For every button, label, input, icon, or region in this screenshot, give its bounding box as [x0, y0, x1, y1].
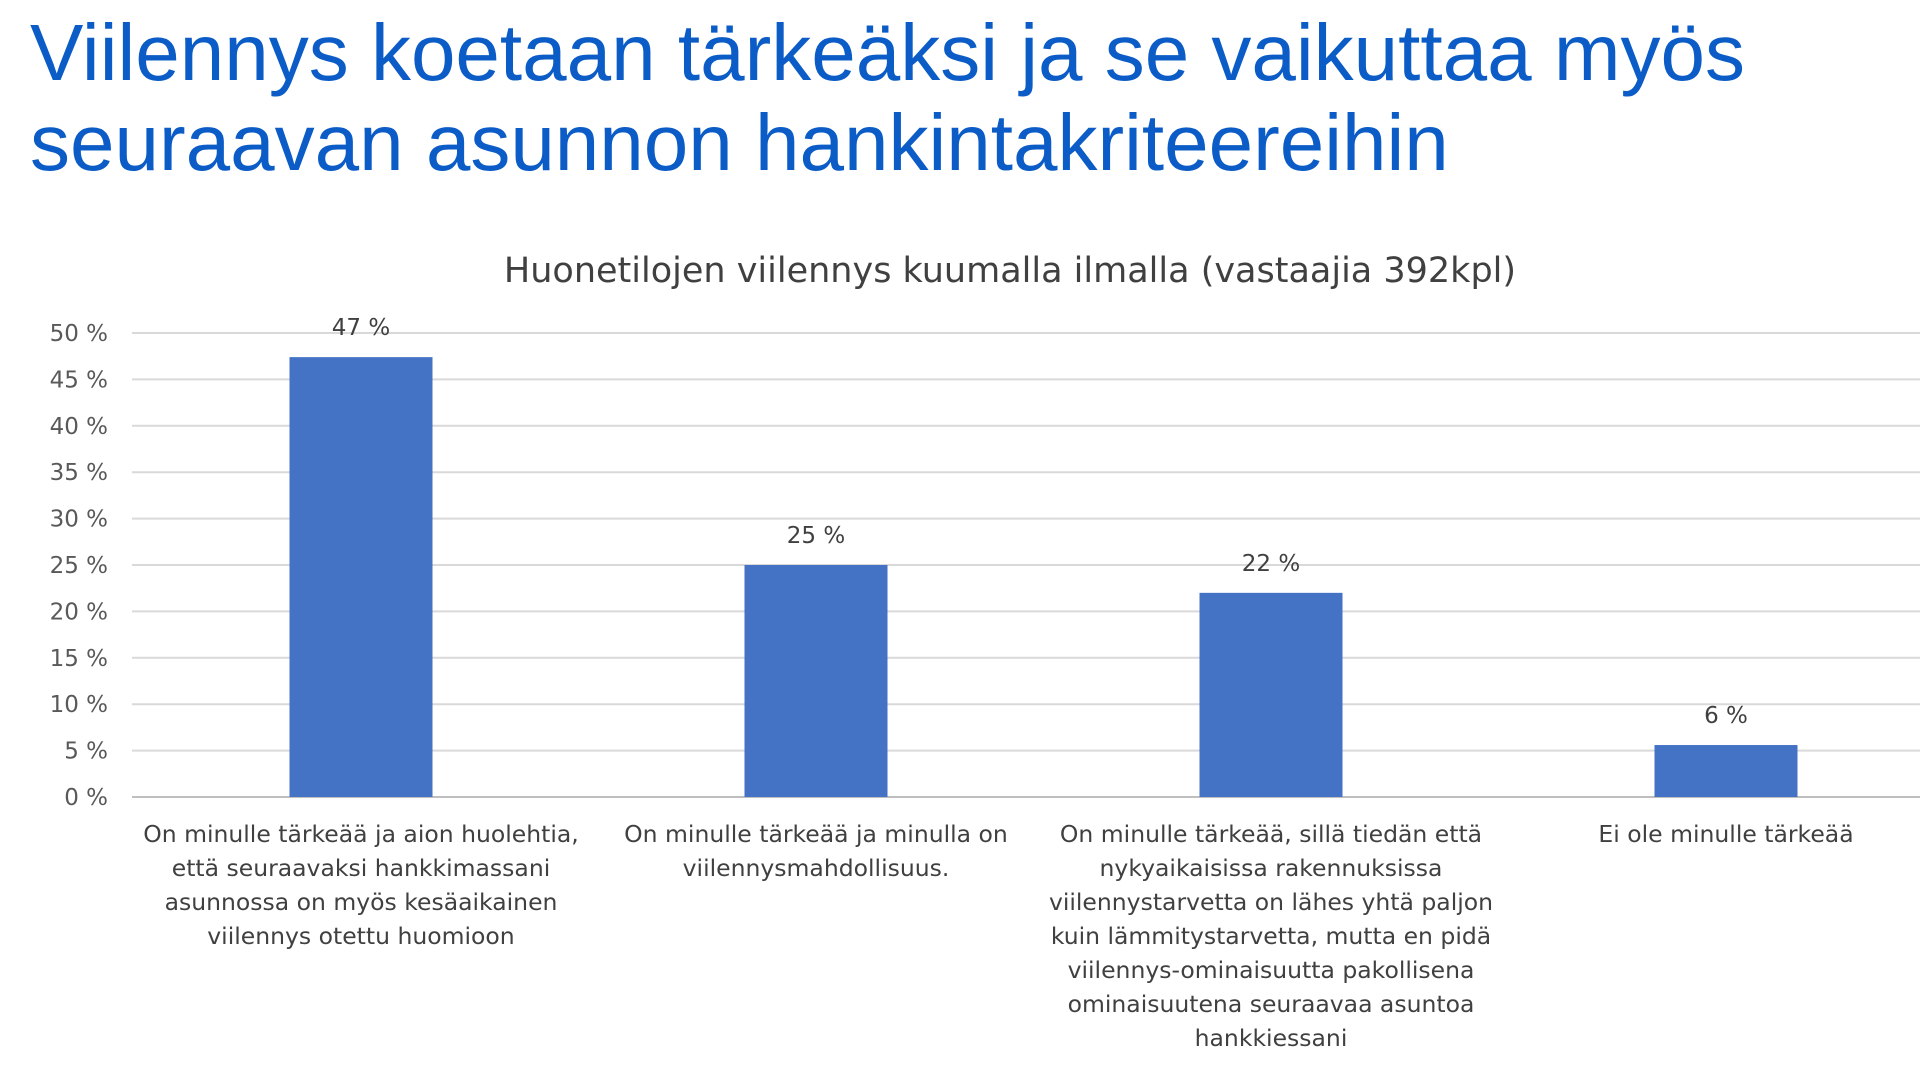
y-tick-label: 35 %	[49, 460, 108, 487]
y-tick-label: 5 %	[64, 738, 108, 765]
category-label-line: ominaisuutena seuraavaa asuntoa	[1067, 990, 1475, 1018]
bar	[1200, 593, 1343, 797]
data-label: 25 %	[786, 523, 846, 549]
category-label-line: viilennys-ominaisuutta pakollisena	[1067, 956, 1475, 984]
bar	[1655, 745, 1798, 797]
category-label-line: viilennysmahdollisuus.	[682, 854, 950, 882]
slide-title-line-1: Viilennys koetaan tärkeäksi ja se vaikuttaa myös	[30, 8, 1745, 97]
category-label	[624, 820, 1008, 882]
y-tick-label: 20 %	[49, 599, 108, 626]
y-tick-label: 45 %	[49, 367, 108, 394]
y-tick-label: 0 %	[64, 785, 108, 811]
y-tick-label: 10 %	[49, 692, 108, 719]
y-tick-label: 15 %	[49, 645, 108, 672]
category-label	[1049, 820, 1493, 1052]
data-label: 22 %	[1241, 550, 1301, 577]
category-label-line: viilennystarvetta on lähes yhtä paljon	[1048, 888, 1494, 916]
chart-title: Huonetilojen viilennys kuumalla ilmalla (vastaajia 392kpl)	[503, 251, 1517, 291]
category-label-line: On minulle tärkeää ja aion huolehtia,	[143, 820, 579, 848]
category-label-line: On minulle tärkeää, sillä tiedän että	[1059, 820, 1483, 848]
category-label-line: asunnossa on myös kesäaikainen	[164, 888, 558, 916]
y-tick-label: 50 %	[49, 321, 108, 347]
category-label-line: kuin lämmitystarvetta, mutta en pidä	[1050, 922, 1492, 950]
slide-title-line-2: seuraavan asunnon hankintakriteereihin	[30, 98, 1449, 187]
category-label-line: hankkiessani	[1194, 1024, 1348, 1052]
category-label-line: On minulle tärkeää ja minulla on	[624, 820, 1008, 848]
y-axis	[50, 321, 108, 811]
data-label: 47 %	[331, 315, 391, 342]
y-tick-label: 30 %	[49, 506, 108, 533]
category-label-line: viilennys otettu huomioon	[207, 922, 515, 950]
x-axis-categories	[143, 820, 1853, 1052]
category-label-line: Ei ole minulle tärkeää	[1598, 820, 1854, 848]
data-labels	[332, 315, 1748, 729]
category-label-line: että seuraavaksi hankkimassani	[171, 854, 551, 882]
bar	[745, 565, 888, 797]
bars	[290, 357, 1798, 797]
y-tick-label: 40 %	[49, 413, 108, 440]
category-label	[143, 820, 579, 950]
data-label: 6 %	[1704, 703, 1748, 730]
bar	[290, 357, 433, 797]
y-tick-label: 25 %	[49, 553, 108, 579]
category-label	[1598, 820, 1853, 848]
category-label-line: nykyaikaisissa rakennuksissa	[1099, 854, 1443, 882]
